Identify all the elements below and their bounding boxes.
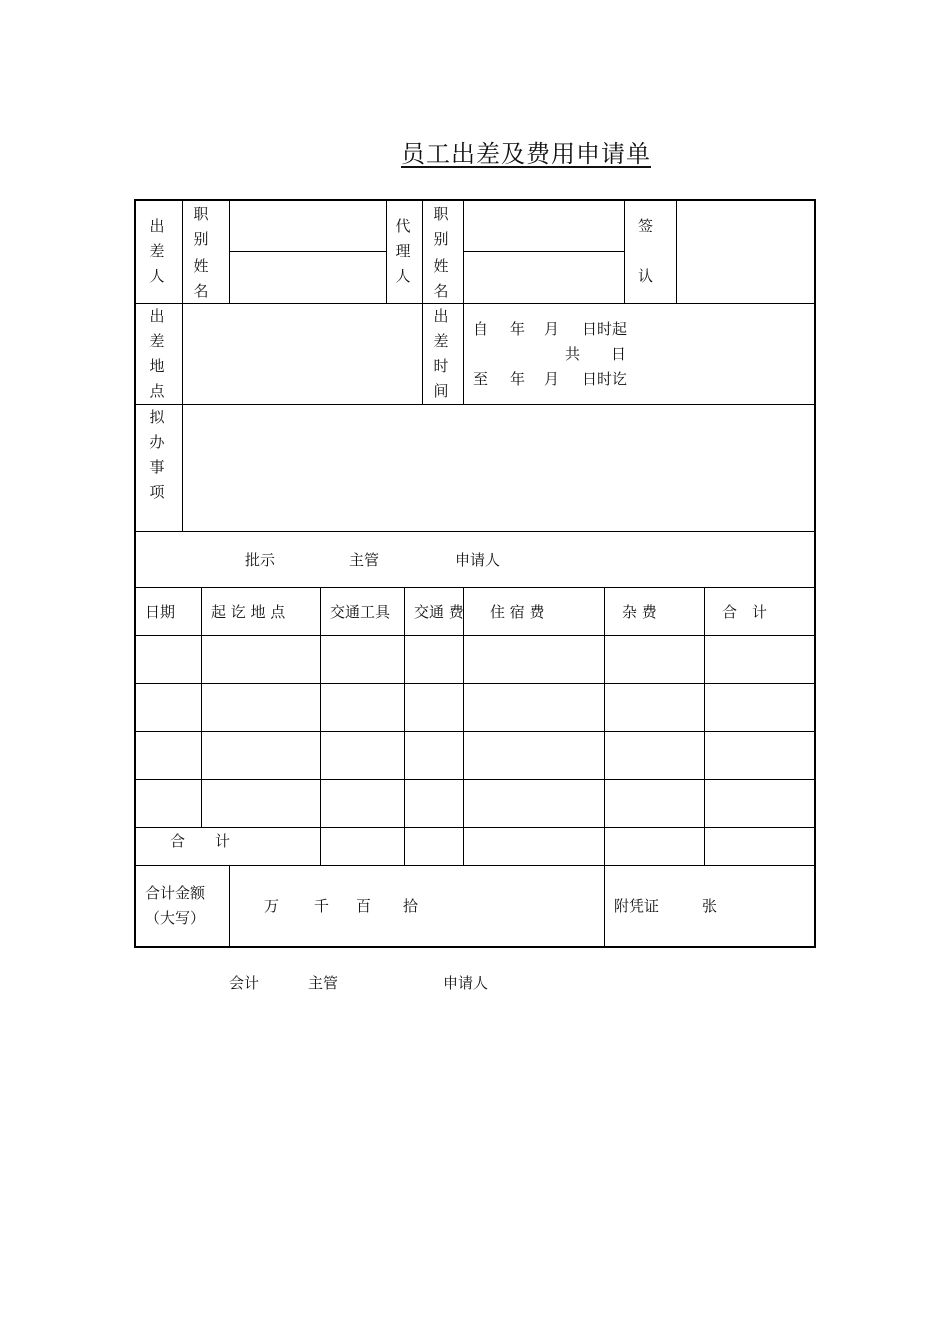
expense-cell[interactable]: [465, 780, 604, 826]
expense-cell[interactable]: [465, 636, 604, 682]
header-misc-fee: 杂 费: [622, 603, 657, 621]
sign-field[interactable]: [677, 202, 813, 302]
traveler-position-field[interactable]: [230, 202, 385, 250]
agent-position-field[interactable]: [464, 202, 623, 250]
amount-bai: 百: [356, 897, 372, 915]
time-to-year: 年: [510, 370, 526, 388]
time-total-gong: 共: [565, 345, 581, 363]
time-from-zi: 自: [473, 320, 489, 338]
footer-accountant: 会计: [229, 974, 260, 992]
approval-applicant-label: 申请人: [455, 551, 501, 569]
time-total-day: 日: [611, 345, 627, 363]
expense-cell[interactable]: [406, 684, 463, 730]
traveler-position-label: 职 别: [193, 205, 209, 248]
voucher-unit: 张: [702, 897, 718, 915]
amount-shi: 拾: [403, 897, 419, 915]
amount-label: 合计金额: [145, 884, 206, 902]
expense-cell[interactable]: [137, 780, 201, 826]
expense-cell[interactable]: [137, 636, 201, 682]
time-from-month: 月: [544, 320, 560, 338]
expense-cell[interactable]: [322, 780, 404, 826]
agent-name-field[interactable]: [464, 253, 623, 302]
location-field[interactable]: [183, 304, 421, 403]
approval-supervisor-label: 主管: [349, 551, 380, 569]
expense-cell[interactable]: [203, 732, 320, 778]
expense-cell[interactable]: [606, 684, 704, 730]
time-to-end: 日时讫: [582, 370, 628, 388]
expense-cell[interactable]: [322, 636, 404, 682]
amount-wan: 万: [264, 897, 280, 915]
amount-label-uppercase: （大写）: [145, 909, 206, 927]
expense-cell[interactable]: [203, 636, 320, 682]
matters-field[interactable]: [183, 405, 813, 530]
agent-name-label: 姓 名: [433, 257, 449, 300]
location-label: 出 差 地 点: [149, 307, 165, 400]
expense-cell[interactable]: [706, 732, 813, 778]
expense-cell[interactable]: [406, 636, 463, 682]
expense-cell[interactable]: [322, 684, 404, 730]
amount-qian: 千: [314, 897, 330, 915]
header-lodging-fee: 住 宿 费: [490, 603, 545, 621]
traveler-name-label: 姓 名: [193, 257, 209, 300]
expense-cell[interactable]: [606, 732, 704, 778]
expense-cell[interactable]: [706, 780, 813, 826]
voucher-label: 附凭证: [614, 897, 660, 915]
agent-position-label: 职 别: [433, 205, 449, 248]
header-route: 起 讫 地 点: [211, 603, 286, 621]
expense-cell[interactable]: [322, 732, 404, 778]
expense-cell[interactable]: [606, 780, 704, 826]
expense-cell[interactable]: [706, 636, 813, 682]
page-title: 员工出差及费用申请单: [401, 140, 651, 168]
expense-cell[interactable]: [137, 684, 201, 730]
time-to-month: 月: [544, 370, 560, 388]
header-subtotal: 合 计: [722, 603, 768, 621]
expense-cell[interactable]: [406, 732, 463, 778]
expense-cell[interactable]: [465, 684, 604, 730]
expense-cell[interactable]: [203, 684, 320, 730]
time-label: 出 差 时 间: [433, 307, 449, 400]
matters-label: 拟 办 事 项: [149, 408, 165, 501]
expense-cell[interactable]: [406, 780, 463, 826]
expense-cell[interactable]: [606, 636, 704, 682]
footer-applicant: 申请人: [443, 974, 489, 992]
expense-cell[interactable]: [706, 684, 813, 730]
traveler-name-field[interactable]: [230, 253, 385, 302]
total-label: 合 计: [170, 832, 231, 850]
approval-instruction-label: 批示: [245, 551, 276, 569]
traveler-label: 出 差 人: [149, 217, 165, 285]
time-from-year: 年: [510, 320, 526, 338]
time-to-zhi: 至: [473, 370, 489, 388]
expense-cell[interactable]: [465, 732, 604, 778]
time-from-start: 日时起: [582, 320, 628, 338]
agent-label: 代 理 人: [395, 217, 411, 285]
sign-label-top: 签: [638, 217, 654, 235]
footer-supervisor: 主管: [308, 974, 339, 992]
sign-label-bottom: 认: [638, 267, 654, 285]
expense-cell[interactable]: [137, 732, 201, 778]
header-transport-mode: 交通工具: [330, 603, 391, 621]
header-transport-fee: 交通 费: [414, 603, 464, 621]
expense-cell[interactable]: [203, 780, 320, 826]
header-date: 日期: [145, 603, 176, 621]
